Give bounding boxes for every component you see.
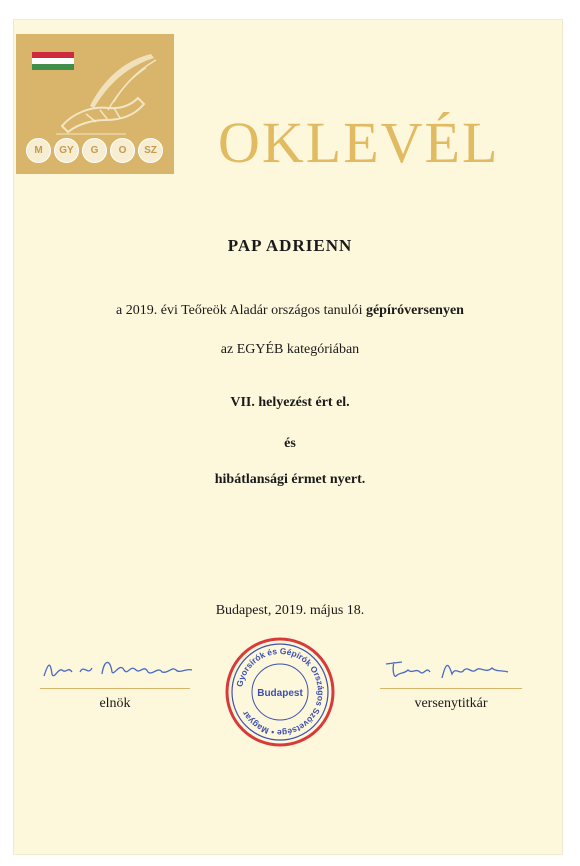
recipient-name: PAP ADRIENN — [227, 236, 353, 255]
category-line: az EGYÉB kategóriában — [220, 342, 360, 357]
issue-date: Budapest, 2019. május 18. — [215, 603, 365, 618]
president-label: elnök — [99, 696, 131, 711]
secretary-label: versenytitkár — [414, 696, 488, 711]
logo-letter-o: O — [110, 138, 135, 163]
organization-stamp — [224, 636, 336, 748]
stamp-ring-text: Gyorsírók és Gépírók Országos Szövetsége • Magyar — [234, 645, 327, 739]
president-signature-line — [40, 688, 190, 689]
secretary-signature — [382, 650, 532, 686]
placement-line: VII. helyezést ért el. — [230, 395, 350, 410]
logo-letter-row — [26, 138, 166, 162]
logo-letter-gy: GY — [54, 138, 79, 163]
logo-letter-g: G — [82, 138, 107, 163]
certificate-title: OKLEVÉL — [218, 110, 500, 175]
logo-letter-m: M — [26, 138, 51, 163]
mgyosz-logo — [16, 34, 174, 174]
competition-name: gépíróversenyen — [365, 303, 464, 318]
competition-text: a 2019. évi Teőreök Aladár országos tanulói — [116, 303, 366, 318]
competition-line — [0, 303, 580, 319]
secretary-signature-line — [380, 688, 522, 689]
conjunction-line: és — [284, 436, 296, 451]
stamp-center-text: Budapest — [257, 688, 303, 699]
president-signature — [40, 650, 200, 686]
logo-letter-sz: SZ — [138, 138, 163, 163]
quill-hand-icon — [56, 48, 166, 138]
medal-line: hibátlansági érmet nyert. — [214, 472, 366, 487]
